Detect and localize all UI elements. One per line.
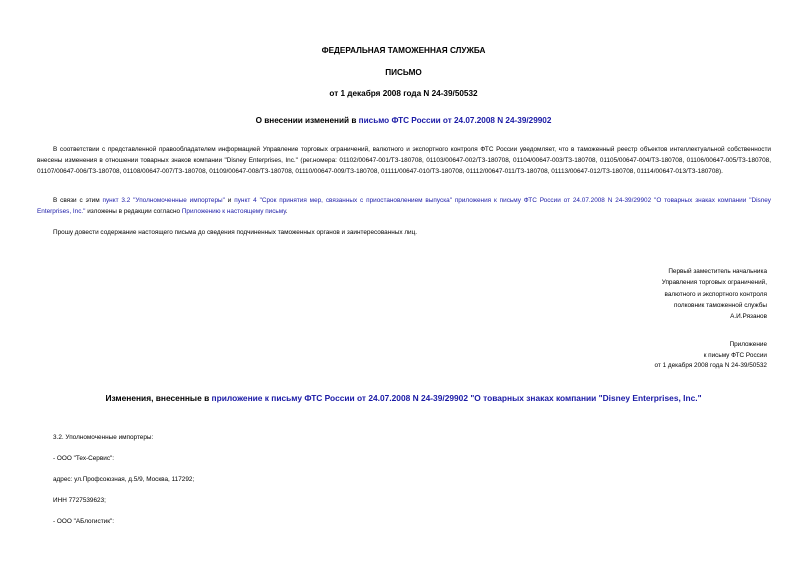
agency-heading: ФЕДЕРАЛЬНАЯ ТАМОЖЕННАЯ СЛУЖБА — [321, 46, 486, 55]
signature-line-4: полковник таможенной службы — [674, 301, 767, 309]
subject-prefix: О внесении изменений в — [255, 116, 359, 125]
changes-title — [0, 393, 807, 403]
company-1: - ООО "Тех-Сервис": — [53, 455, 115, 462]
p2-text-1: В связи с этим — [53, 197, 103, 204]
p2-link-item-3-2[interactable]: пункт 3.2 "Уполномоченные импортеры" — [102, 197, 225, 204]
paragraph-3: Прошу довести содержание настоящего письма до сведения подчиненных таможенных органов и заинтересованных лиц. — [53, 229, 418, 236]
subject-link[interactable]: письмо ФТС России от 24.07.2008 N 24-39/29902 — [358, 116, 552, 125]
document-subject — [0, 116, 807, 125]
p2-text-4: . — [285, 208, 288, 216]
changes-title-prefix: Изменения, внесенные в — [105, 393, 212, 403]
appendix-line-1: Приложение — [729, 341, 767, 348]
appendix-line-3: от 1 декабря 2008 года N 24-39/50532 — [654, 362, 767, 370]
section-heading: 3.2. Уполномоченные импортеры: — [53, 434, 154, 441]
appendix-line-2: к письму ФТС России — [703, 351, 767, 359]
changes-title-link[interactable]: приложение к письму ФТС России от 24.07.2008 N 24-39/29902 "О товарных знаках компании "Disney Enterprises, Inc." — [211, 393, 702, 403]
company-2: - ООО "АБлогистик": — [53, 518, 115, 525]
company-1-inn: ИНН 7727539623; — [53, 497, 106, 504]
paragraph-1: В соответствии с представленной правообладателем информацией Управление торговых ограничений, валютного и экспортного контроля ФТС России уведомляет, что в таможенный реестр объектов интеллектуальной собственности внесены изменения в отношении товарных знаков компании "Disney Enterprises, Inc." (рег.номера: 01102/00647-001/ТЗ-180708, 01103/00647-002/ТЗ-180708, 01104/00647-003/ТЗ-180708, 01105/00647-004/ТЗ-180708, 01106/00647-005/ТЗ-180708, 01107/00647-006/ТЗ-180708, 01108/00647-007/ТЗ-180708, 01109/00647-008/ТЗ-180708, 01110/00647-009/ТЗ-180708, 01111/00647-010/ТЗ-180708, 01112/00647-011/ТЗ-180708, 01113/00647-012/ТЗ-180708, 01114/00647-013/ТЗ-180708). — [37, 146, 771, 176]
appendix-block — [654, 340, 767, 372]
p2-text-3: изложены в редакции согласно — [85, 208, 182, 216]
signature-line-1: Первый заместитель начальника — [668, 268, 767, 275]
paragraph-2 — [37, 195, 771, 217]
p2-text-2: и — [224, 197, 235, 204]
document-date-number: от 1 декабря 2008 года N 24-39/50532 — [329, 89, 478, 98]
signature-name: А.И.Рязанов — [730, 313, 767, 321]
signature-block — [662, 266, 767, 322]
p2-link-appendix[interactable]: Приложению к настоящему письму — [181, 208, 286, 216]
document-type: ПИСЬМО — [385, 68, 422, 77]
p2-link-item-4[interactable]: пункт 4 "Срок принятия мер, связанных с приостановлением выпуска" приложения к письму ФТС России от 24.07.2008 N 24-39/29902 "О товарных знаках компании "Disney Enterprises, Inc." — [37, 197, 772, 216]
signature-line-2: Управления торговых ограничений, — [661, 279, 767, 287]
company-1-address: адрес: ул.Профсоюзная, д.5/9, Москва, 117292; — [53, 476, 195, 483]
signature-line-3: валютного и экспортного контроля — [664, 290, 767, 298]
